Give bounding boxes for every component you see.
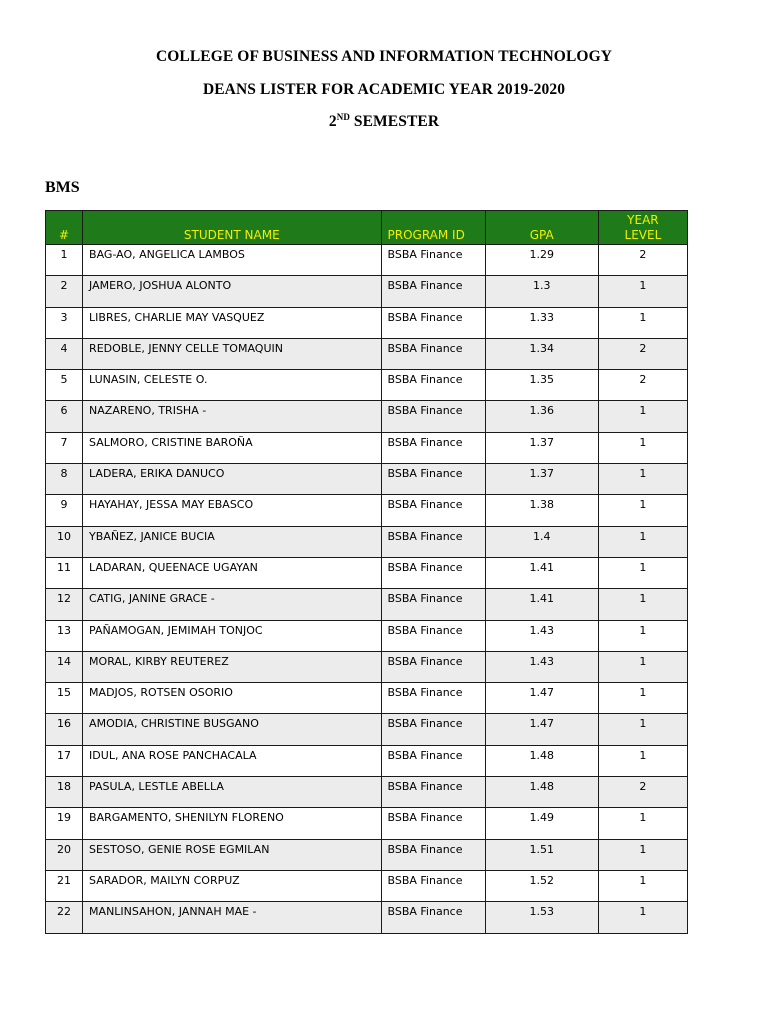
cell-year-level: 1 (598, 839, 687, 870)
cell-gpa: 1.51 (485, 839, 598, 870)
semester-number: 2 (328, 113, 337, 130)
cell-gpa: 1.48 (485, 745, 598, 776)
cell-student-name: IDUL, ANA ROSE PANCHACALA (83, 745, 381, 776)
cell-year-level: 1 (598, 683, 687, 714)
table-row (46, 276, 688, 307)
cell-program-id: BSBA Finance (381, 902, 485, 933)
cell-program-id: BSBA Finance (381, 401, 485, 432)
cell-gpa: 1.38 (485, 495, 598, 526)
cell-year-level: 2 (598, 338, 687, 369)
cell-student-name: SESTOSO, GENIE ROSE EGMILAN (83, 839, 381, 870)
cell-student-name: BARGAMENTO, SHENILYN FLORENO (83, 808, 381, 839)
table-row (46, 589, 688, 620)
semester-label: SEMESTER (349, 113, 440, 130)
cell-student-name: YBAÑEZ, JANICE BUCIA (83, 526, 381, 557)
table-row (46, 338, 688, 369)
cell-student-name: LADERA, ERIKA DANUCO (83, 464, 381, 495)
cell-student-name: LIBRES, CHARLIE MAY VASQUEZ (83, 307, 381, 338)
cell-student-name: LADARAN, QUEENACE UGAYAN (83, 557, 381, 588)
cell-year-level: 1 (598, 808, 687, 839)
cell-gpa: 1.37 (485, 464, 598, 495)
table-row (46, 526, 688, 557)
cell-number: 3 (46, 307, 83, 338)
cell-gpa: 1.36 (485, 401, 598, 432)
table-body (46, 245, 688, 934)
cell-program-id: BSBA Finance (381, 777, 485, 808)
column-header-number: # (46, 211, 83, 245)
cell-year-level: 1 (598, 589, 687, 620)
cell-gpa: 1.37 (485, 432, 598, 463)
cell-gpa: 1.47 (485, 714, 598, 745)
cell-gpa: 1.4 (485, 526, 598, 557)
column-header-year-level (598, 211, 687, 245)
cell-year-level: 1 (598, 714, 687, 745)
cell-student-name: NAZARENO, TRISHA - (83, 401, 381, 432)
deans-list-table (45, 210, 688, 934)
cell-program-id: BSBA Finance (381, 589, 485, 620)
table-row (46, 745, 688, 776)
cell-program-id: BSBA Finance (381, 839, 485, 870)
cell-gpa: 1.49 (485, 808, 598, 839)
cell-gpa: 1.33 (485, 307, 598, 338)
cell-year-level: 2 (598, 245, 687, 276)
table-row (46, 714, 688, 745)
cell-year-level: 1 (598, 307, 687, 338)
cell-gpa: 1.29 (485, 245, 598, 276)
cell-program-id: BSBA Finance (381, 464, 485, 495)
column-header-gpa: GPA (485, 211, 598, 245)
cell-student-name: MADJOS, ROTSEN OSORIO (83, 683, 381, 714)
table-row (46, 370, 688, 401)
cell-student-name: REDOBLE, JENNY CELLE TOMAQUIN (83, 338, 381, 369)
cell-student-name: MORAL, KIRBY REUTEREZ (83, 651, 381, 682)
table-row (46, 557, 688, 588)
cell-number: 18 (46, 777, 83, 808)
cell-student-name: PASULA, LESTLE ABELLA (83, 777, 381, 808)
cell-gpa: 1.52 (485, 870, 598, 901)
cell-student-name: HAYAHAY, JESSA MAY EBASCO (83, 495, 381, 526)
cell-year-level: 1 (598, 495, 687, 526)
cell-number: 19 (46, 808, 83, 839)
cell-year-level: 1 (598, 464, 687, 495)
cell-student-name: JAMERO, JOSHUA ALONTO (83, 276, 381, 307)
cell-student-name: SARADOR, MAILYN CORPUZ (83, 870, 381, 901)
cell-student-name: AMODIA, CHRISTINE BUSGANO (83, 714, 381, 745)
cell-program-id: BSBA Finance (381, 620, 485, 651)
cell-number: 4 (46, 338, 83, 369)
cell-number: 10 (46, 526, 83, 557)
table-row (46, 870, 688, 901)
cell-number: 8 (46, 464, 83, 495)
cell-student-name: BAG-AO, ANGELICA LAMBOS (83, 245, 381, 276)
table-row (46, 401, 688, 432)
table-row (46, 808, 688, 839)
year-level-line1: YEAR (627, 213, 659, 227)
cell-gpa: 1.53 (485, 902, 598, 933)
cell-program-id: BSBA Finance (381, 370, 485, 401)
cell-number: 13 (46, 620, 83, 651)
cell-number: 14 (46, 651, 83, 682)
cell-number: 21 (46, 870, 83, 901)
table-row (46, 683, 688, 714)
cell-year-level: 1 (598, 620, 687, 651)
cell-program-id: BSBA Finance (381, 338, 485, 369)
cell-year-level: 2 (598, 370, 687, 401)
cell-gpa: 1.47 (485, 683, 598, 714)
cell-number: 11 (46, 557, 83, 588)
cell-program-id: BSBA Finance (381, 683, 485, 714)
cell-number: 5 (46, 370, 83, 401)
cell-gpa: 1.34 (485, 338, 598, 369)
cell-number: 12 (46, 589, 83, 620)
table-row (46, 902, 688, 933)
cell-year-level: 1 (598, 276, 687, 307)
cell-number: 16 (46, 714, 83, 745)
cell-student-name: MANLINSAHON, JANNAH MAE - (83, 902, 381, 933)
cell-program-id: BSBA Finance (381, 557, 485, 588)
table-row (46, 432, 688, 463)
cell-number: 22 (46, 902, 83, 933)
deans-list-title: DEANS LISTER FOR ACADEMIC YEAR 2019-2020 (202, 81, 566, 98)
cell-gpa: 1.41 (485, 557, 598, 588)
cell-number: 17 (46, 745, 83, 776)
cell-year-level: 1 (598, 557, 687, 588)
cell-program-id: BSBA Finance (381, 495, 485, 526)
cell-year-level: 1 (598, 526, 687, 557)
cell-student-name: PAÑAMOGAN, JEMIMAH TONJOC (83, 620, 381, 651)
table-row (46, 839, 688, 870)
cell-number: 1 (46, 245, 83, 276)
semester-title (0, 113, 768, 131)
cell-year-level: 1 (598, 651, 687, 682)
cell-number: 20 (46, 839, 83, 870)
column-header-program-id: PROGRAM ID (381, 211, 485, 245)
cell-year-level: 1 (598, 902, 687, 933)
cell-gpa: 1.35 (485, 370, 598, 401)
cell-year-level: 1 (598, 870, 687, 901)
table-row (46, 495, 688, 526)
table-row (46, 464, 688, 495)
cell-gpa: 1.43 (485, 651, 598, 682)
cell-year-level: 2 (598, 777, 687, 808)
table-row (46, 777, 688, 808)
cell-number: 6 (46, 401, 83, 432)
table-header-row (46, 211, 688, 245)
cell-program-id: BSBA Finance (381, 714, 485, 745)
college-title: COLLEGE OF BUSINESS AND INFORMATION TECHNOLOGY (155, 48, 613, 65)
cell-gpa: 1.3 (485, 276, 598, 307)
table-row (46, 245, 688, 276)
semester-ordinal-suffix: ND (336, 111, 350, 122)
cell-gpa: 1.48 (485, 777, 598, 808)
cell-student-name: CATIG, JANINE GRACE - (83, 589, 381, 620)
cell-number: 2 (46, 276, 83, 307)
cell-program-id: BSBA Finance (381, 432, 485, 463)
cell-program-id: BSBA Finance (381, 745, 485, 776)
table-row (46, 307, 688, 338)
cell-program-id: BSBA Finance (381, 808, 485, 839)
cell-student-name: LUNASIN, CELESTE O. (83, 370, 381, 401)
cell-program-id: BSBA Finance (381, 526, 485, 557)
cell-student-name: SALMORO, CRISTINE BAROÑA (83, 432, 381, 463)
cell-program-id: BSBA Finance (381, 307, 485, 338)
cell-program-id: BSBA Finance (381, 276, 485, 307)
section-title: BMS (45, 179, 80, 196)
cell-gpa: 1.43 (485, 620, 598, 651)
cell-program-id: BSBA Finance (381, 870, 485, 901)
cell-year-level: 1 (598, 401, 687, 432)
cell-program-id: BSBA Finance (381, 245, 485, 276)
cell-year-level: 1 (598, 432, 687, 463)
cell-number: 15 (46, 683, 83, 714)
table-row (46, 651, 688, 682)
column-header-student-name: STUDENT NAME (83, 211, 381, 245)
cell-gpa: 1.41 (485, 589, 598, 620)
cell-program-id: BSBA Finance (381, 651, 485, 682)
year-level-line2: LEVEL (624, 228, 662, 242)
cell-year-level: 1 (598, 745, 687, 776)
table-row (46, 620, 688, 651)
cell-number: 9 (46, 495, 83, 526)
cell-number: 7 (46, 432, 83, 463)
